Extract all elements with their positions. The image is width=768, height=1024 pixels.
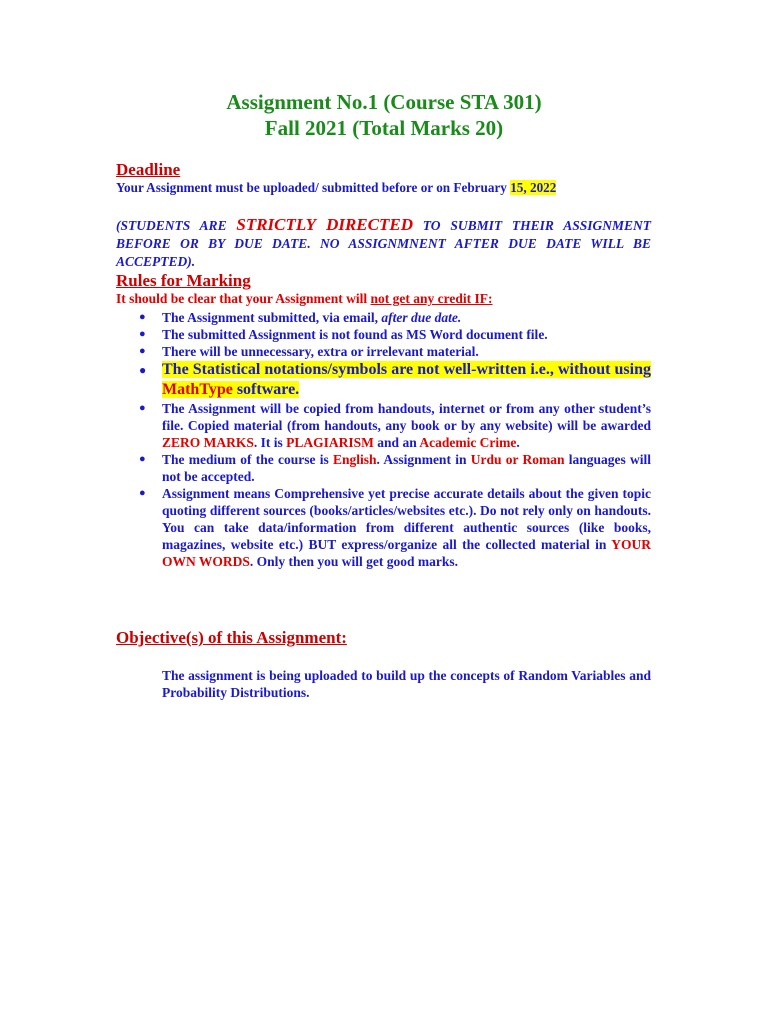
rule-text: and an (373, 435, 420, 450)
rule-text: Assignment means Comprehensive yet precise accurate details about the given topic quoting different sources (books/articles/websites etc.). Do not rely only on handouts. You can take data/information from different authentic sources (like books, magazines, website etc.) BUT express/organize all the collected material in (162, 486, 651, 552)
directive-paragraph (116, 216, 651, 271)
bullet-icon: ● (139, 487, 146, 499)
objective-heading: Objective(s) of this Assignment: (116, 628, 347, 647)
rule-text: The medium of the course is (162, 452, 334, 467)
rule-emphasis: Urdu or Roman (470, 452, 565, 467)
directive-emphasis: STRICTLY DIRECTED (236, 215, 413, 234)
list-item (116, 309, 651, 326)
bullet-icon: ● (139, 328, 146, 340)
rule-text: . (516, 435, 520, 450)
deadline-heading: Deadline (116, 160, 181, 179)
rule-text: The Assignment will be copied from handouts, internet or from any other student’s file. Copied material (from handouts, any book or by any website) will be awarded (162, 401, 651, 433)
rules-intro-underlined: not get any credit IF: (370, 291, 493, 306)
rule-emphasis: after due date. (381, 310, 462, 325)
rule-text: . Assignment in (376, 452, 471, 467)
directive-part1: (STUDENTS ARE (116, 218, 237, 233)
rule-text: languages will not be accepted. (162, 452, 651, 484)
rule-text: . Only then you will get good marks. (249, 554, 459, 569)
rules-intro (116, 291, 651, 307)
rule-emphasis: YOUR OWN WORDS (162, 537, 651, 569)
bullet-icon: ● (139, 345, 146, 357)
list-item (116, 343, 651, 360)
highlighted-rule (162, 361, 651, 398)
assignment-subtitle: Fall 2021 (Total Marks 20) (264, 116, 504, 140)
rules-heading: Rules for Marking (116, 271, 251, 290)
rule-text: The Assignment submitted, via email, (162, 310, 382, 325)
deadline-date: 15, 2022 (510, 180, 557, 195)
rule-emphasis: English (333, 452, 377, 467)
assignment-title: Assignment No.1 (Course STA 301) (226, 90, 542, 114)
rules-intro-prefix: It should be clear that your Assignment will (116, 291, 371, 306)
objective-text: The assignment is being uploaded to build up the concepts of Random Variables and Probability Distributions. (162, 668, 651, 700)
bullet-icon: ● (139, 453, 146, 465)
list-item (116, 451, 651, 485)
deadline-text (116, 180, 651, 196)
rule-emphasis: Academic Crime (419, 435, 517, 450)
deadline-sentence: Your Assignment must be uploaded/ submitted before or on February (116, 180, 507, 195)
rule-emphasis: MathType (162, 381, 233, 398)
rule-text-end: software. (232, 381, 300, 398)
rule-emphasis: PLAGIARISM (286, 435, 374, 450)
bullet-icon: ● (139, 363, 147, 377)
rule-text: There will be unnecessary, extra or irrelevant material. (162, 344, 479, 359)
bullet-icon: ● (139, 311, 146, 323)
rule-text: The submitted Assignment is not found as MS Word document file. (162, 327, 548, 342)
list-item (116, 485, 651, 570)
list-item (116, 400, 651, 451)
bullet-icon: ● (139, 402, 146, 414)
list-item (116, 326, 651, 343)
directive-part2: TO SUBMIT THEIR ASSIGNMENT BEFORE OR BY DUE DATE. NO ASSIGNMNENT AFTER DUE DATE WILL BE ACCEPTED). (116, 218, 651, 269)
list-item (116, 360, 651, 400)
rules-list (116, 309, 651, 570)
rule-text: . It is (253, 435, 287, 450)
rule-text: The Statistical notations/symbols are not well-written i.e., without using (162, 361, 651, 378)
rule-emphasis: ZERO MARKS (162, 435, 254, 450)
